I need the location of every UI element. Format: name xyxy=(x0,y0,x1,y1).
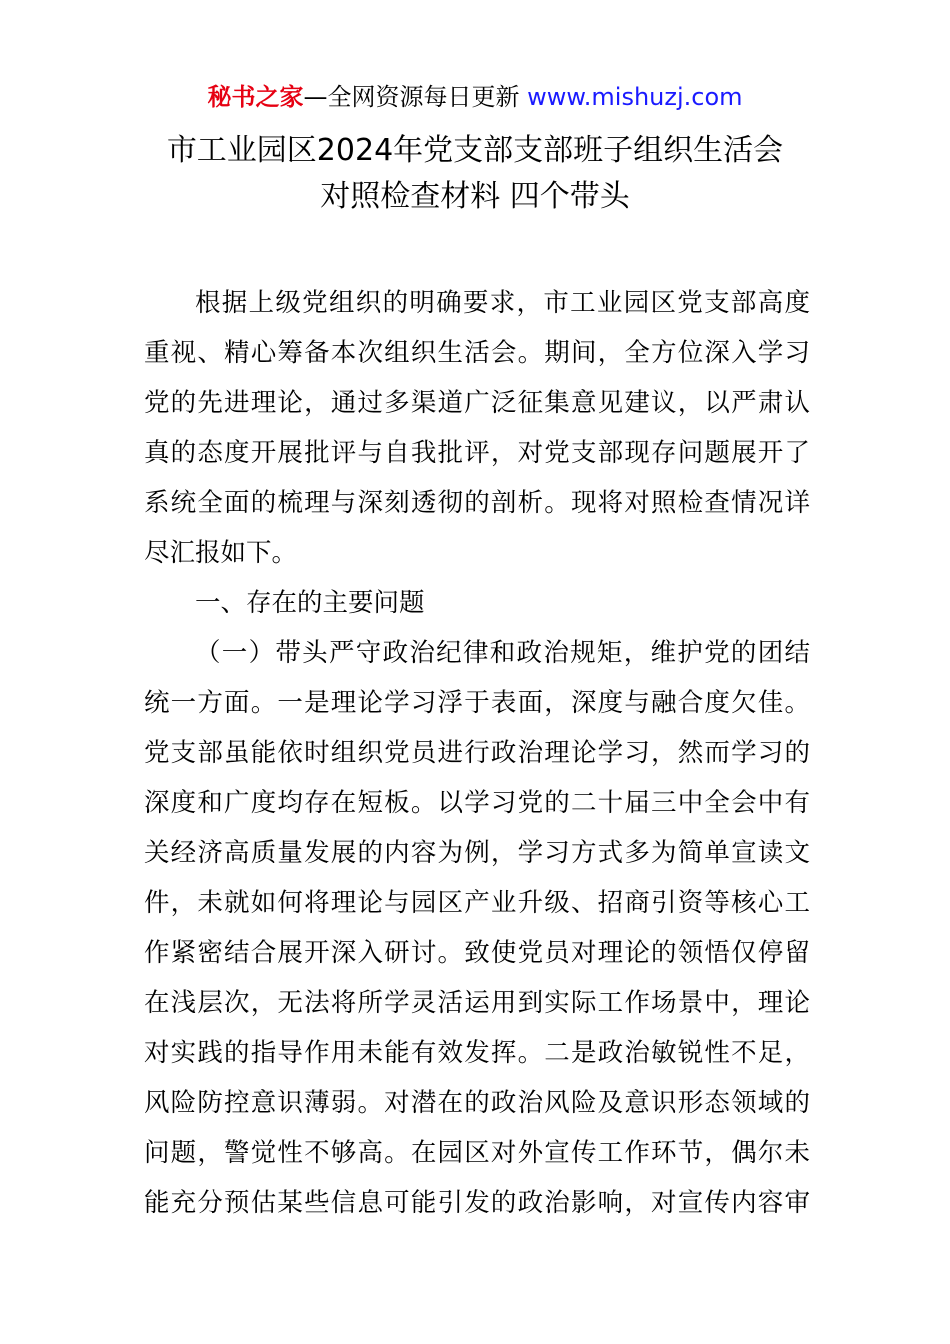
paragraph-line: 关经济高质量发展的内容为例，学习方式多为简单宣读文 xyxy=(144,838,810,868)
paragraph-line: 作紧密结合展开深入研讨。致使党员对理论的领悟仅停留 xyxy=(144,938,810,968)
brand-name: 秘书之家 xyxy=(207,83,304,111)
paragraph-line: 党的先进理论，通过多渠道广泛征集意见建议，以严肃认 xyxy=(144,388,810,418)
paragraph-line: 尽汇报如下。 xyxy=(144,538,298,568)
paragraph-line: 能充分预估某些信息可能引发的政治影响，对宣传内容审 xyxy=(144,1188,810,1218)
paragraph-line: （一）带头严守政治纪律和政治规矩，维护党的团结 xyxy=(195,638,810,668)
paragraph-line: 党支部虽能依时组织党员进行政治理论学习，然而学习的 xyxy=(144,738,810,768)
document-body xyxy=(144,278,810,1228)
header-tagline: —全网资源每日更新 xyxy=(303,83,528,111)
paragraph-line: 问题，警觉性不够高。在园区对外宣传工作环节，偶尔未 xyxy=(144,1138,810,1168)
title-line-1: 市工业园区2024年党支部支部班子组织生活会 xyxy=(166,133,784,168)
section-heading: 一、存在的主要问题 xyxy=(195,588,425,618)
site-url-link[interactable]: www.mishuzj.com xyxy=(527,83,743,111)
paragraph-line: 对实践的指导作用未能有效发挥。二是政治敏锐性不足， xyxy=(144,1038,810,1068)
site-header xyxy=(0,80,950,114)
document-title xyxy=(0,128,950,220)
paragraph-line: 深度和广度均存在短板。以学习党的二十届三中全会中有 xyxy=(144,788,810,818)
paragraph-line: 系统全面的梳理与深刻透彻的剖析。现将对照检查情况详 xyxy=(144,488,810,518)
paragraph-line: 重视、精心筹备本次组织生活会。期间，全方位深入学习 xyxy=(144,338,810,368)
paragraph-line: 件，未就如何将理论与园区产业升级、招商引资等核心工 xyxy=(144,888,810,918)
title-line-2: 对照检查材料 四个带头 xyxy=(320,179,630,214)
paragraph-line: 根据上级党组织的明确要求，市工业园区党支部高度 xyxy=(195,288,810,318)
paragraph-line: 统一方面。一是理论学习浮于表面，深度与融合度欠佳。 xyxy=(144,688,810,718)
paragraph-line: 在浅层次，无法将所学灵活运用到实际工作场景中，理论 xyxy=(144,988,810,1018)
paragraph-line: 风险防控意识薄弱。对潜在的政治风险及意识形态领域的 xyxy=(144,1088,810,1118)
paragraph-line: 真的态度开展批评与自我批评，对党支部现存问题展开了 xyxy=(144,438,810,468)
